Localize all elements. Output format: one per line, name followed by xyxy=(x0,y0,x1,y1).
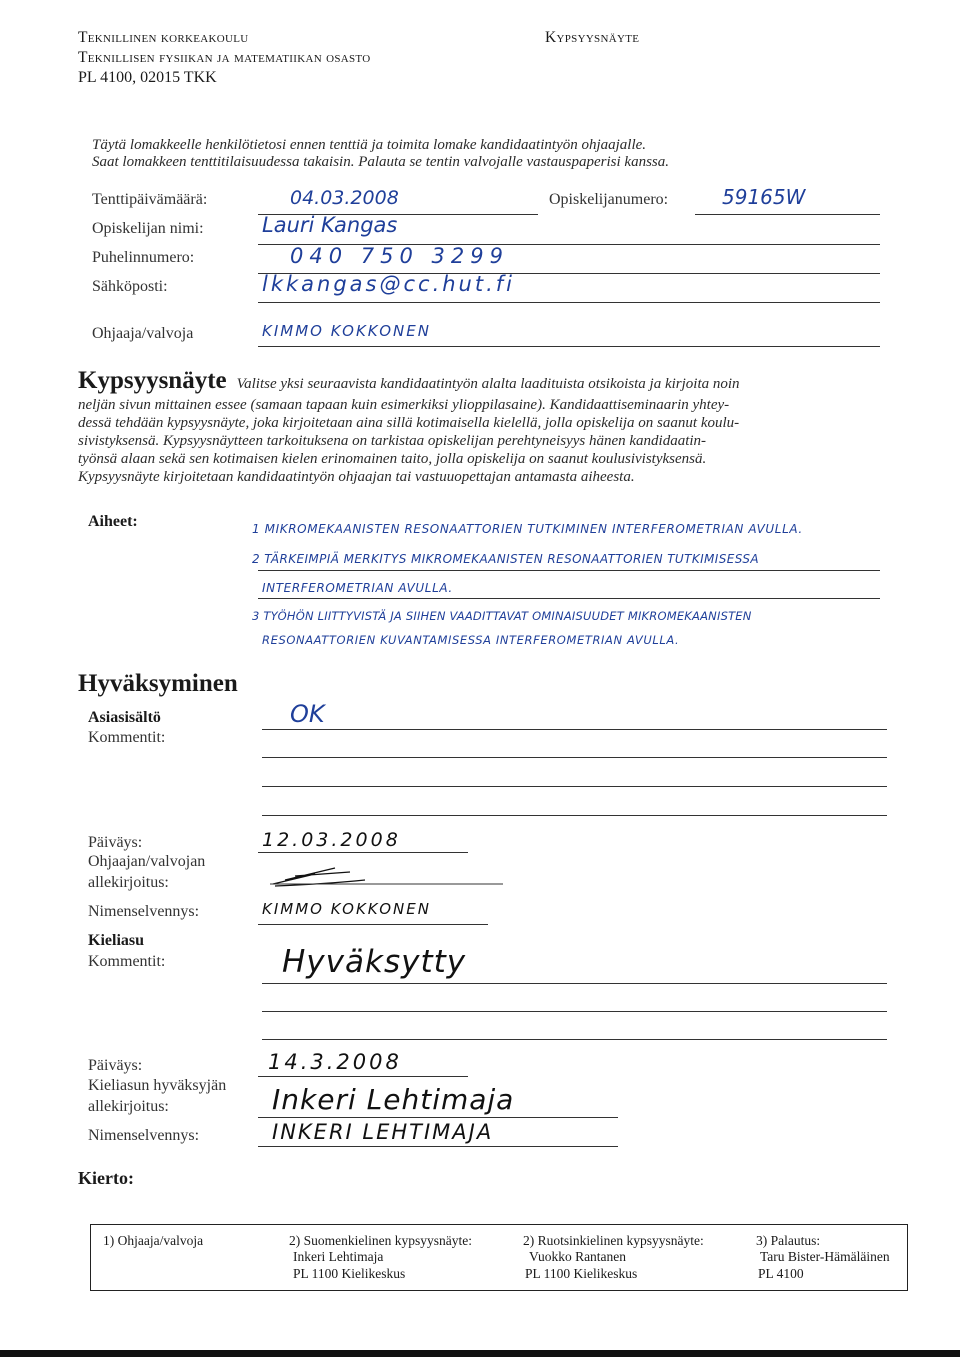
kierto-label: Kierto: xyxy=(78,1168,134,1188)
supervisor-value[interactable]: KIMMO KOKKONEN xyxy=(262,322,431,340)
ohjaaja-signature[interactable] xyxy=(255,862,505,892)
paivays-value[interactable]: 12.03.2008 xyxy=(262,829,401,851)
kieliasu-value[interactable]: Hyväksytty xyxy=(282,944,467,980)
hyvaksyminen-heading: Hyväksyminen xyxy=(78,670,238,697)
ohjaaja-sign-label-1: Ohjaajan/valvojan xyxy=(88,853,206,870)
exam-date-label: Tenttipäivämäärä: xyxy=(92,191,208,208)
nimenselvennys2-value[interactable]: INKERI LEHTIMAJA xyxy=(272,1120,494,1144)
description-line-1: Valitse yksi seuraavista kandidaatintyön alalta laadituista otsikoista ja kirjoita noin xyxy=(236,376,740,392)
kierto-col-1: 1) Ohjaaja/valvoja xyxy=(103,1233,204,1248)
kierto-col-4-title: 3) Palautus: xyxy=(756,1233,821,1248)
paivays-label: Päiväys: xyxy=(88,834,143,851)
kommentit-label: Kommentit: xyxy=(88,729,166,746)
kieliasu-label: Kieliasu xyxy=(88,932,145,949)
nimenselvennys-line xyxy=(258,924,488,925)
intro-line-2: Saat lomakkeen tenttitilaisuudessa takaisin. Palauta se tentin valvojalle vastauspaperisi kanssa. xyxy=(92,154,670,170)
department-name: Teknillisen fysiikan ja matematiikan osasto xyxy=(78,49,371,66)
kypsyysnayte-heading: Kypsyysnäyte xyxy=(78,367,227,394)
student-number-line xyxy=(695,214,880,215)
asiasisalto-value[interactable]: OK xyxy=(290,700,325,728)
comment-line-2 xyxy=(262,757,887,758)
kierto-col-4-address: PL 4100 xyxy=(758,1266,804,1281)
description-line-5: työnsä alaan sekä sen kotimaisen kielen erinomainen taito, jolla opiskelija on saanut koulusivistyksensä. xyxy=(78,451,707,467)
description-line-4: sivistyksensä. Kypsyysnäytteen tarkoituksena on tarkistaa opiskelijan perehtyneisyys hänen kandidaatin- xyxy=(78,433,707,449)
topic-line-2 xyxy=(258,598,880,599)
nimenselvennys-label: Nimenselvennys: xyxy=(88,903,200,920)
kypsyysnayte-section xyxy=(78,367,878,395)
email-line xyxy=(258,302,880,303)
kierto-col-2-address: PL 1100 Kielikeskus xyxy=(293,1266,406,1281)
student-number-label: Opiskelijanumero: xyxy=(549,191,669,208)
nimenselvennys2-label: Nimenselvennys: xyxy=(88,1127,200,1144)
topic-line-1 xyxy=(258,570,880,571)
email-value[interactable]: lkkangas@cc.hut.fi xyxy=(262,272,515,296)
school-name: Teknillinen korkeakoulu xyxy=(78,29,249,46)
kierto-col-3-name: Vuokko Rantanen xyxy=(529,1249,627,1264)
kieliasu-sign-line xyxy=(258,1117,618,1118)
kierto-col-3-address: PL 1100 Kielikeskus xyxy=(525,1266,638,1281)
kierto-col-4-name: Taru Bister-Hämäläinen xyxy=(760,1249,890,1264)
kierto-col-3-title: 2) Ruotsinkielinen kypsyysnäyte: xyxy=(523,1233,704,1248)
kieliasu-line-1 xyxy=(262,983,887,984)
comment-line-4 xyxy=(262,815,887,816)
name-value[interactable]: Lauri Kangas xyxy=(262,213,398,237)
form-title: Kypsyysnäyte xyxy=(545,29,640,46)
nimenselvennys-value[interactable]: KIMMO KOKKONEN xyxy=(262,900,431,918)
nimenselvennys2-line xyxy=(258,1146,618,1147)
name-label: Opiskelijan nimi: xyxy=(92,220,204,237)
asiasisalto-label: Asiasisältö xyxy=(88,709,161,726)
address: PL 4100, 02015 TKK xyxy=(78,69,217,86)
student-number-value[interactable]: 59165W xyxy=(722,185,806,209)
phone-value[interactable]: 040 750 3299 xyxy=(290,244,509,268)
exam-date-value[interactable]: 04.03.2008 xyxy=(290,187,399,209)
supervisor-line xyxy=(258,346,880,347)
paivays2-line xyxy=(258,1076,468,1077)
supervisor-label: Ohjaaja/valvoja xyxy=(92,325,194,342)
comment-line-3 xyxy=(262,786,887,787)
ohjaaja-sign-label-2: allekirjoitus: xyxy=(88,874,169,891)
kieliasu-line-3 xyxy=(262,1039,887,1040)
description-line-6: Kypsyysnäyte kirjoitetaan kandidaatintyön ohjaajan tai vastuuopettajan antamasta aiheesta. xyxy=(78,469,635,485)
phone-label: Puhelinnumero: xyxy=(92,249,195,266)
intro-line-1: Täytä lomakkeelle henkilötietosi ennen tenttiä ja toimita lomake kandidaatintyön ohjaajalle. xyxy=(92,137,647,153)
description-line-3: dessä tehdään kypsyysnäyte, joka kirjoitetaan aina sillä kotimaisella kielellä, jolla opiskelija on saanut koulu- xyxy=(78,415,740,431)
scan-edge-bottom xyxy=(0,1350,960,1357)
kierto-col-2-name: Inkeri Lehtimaja xyxy=(293,1249,384,1264)
paivays-line xyxy=(258,852,468,853)
aiheet-label: Aiheet: xyxy=(88,513,138,530)
topic-2-line-2[interactable]: INTERFEROMETRIAN AVULLA. xyxy=(262,581,453,595)
topic-3-line-2[interactable]: RESONAATTORIEN KUVANTAMISESSA INTERFEROMETRIAN AVULLA. xyxy=(262,633,680,647)
kieliasu-line-2 xyxy=(262,1011,887,1012)
comment-line-1 xyxy=(262,729,887,730)
topic-3-line-1[interactable]: 3 TYÖHÖN LIITTYVISTÄ JA SIIHEN VAADITTAVAT OMINAISUUDET MIKROMEKAANISTEN xyxy=(252,609,752,623)
topic-2-line-1[interactable]: 2 TÄRKEIMPIÄ MERKITYS MIKROMEKAANISTEN RESONAATTORIEN TUTKIMISESSA xyxy=(252,552,759,566)
kieliasu-kommentit-label: Kommentit: xyxy=(88,953,166,970)
kierto-col-2-title: 2) Suomenkielinen kypsyysnäyte: xyxy=(289,1233,472,1248)
paivays2-label: Päiväys: xyxy=(88,1057,143,1074)
kieliasu-signature[interactable]: Inkeri Lehtimaja xyxy=(272,1083,515,1116)
topic-1[interactable]: 1 MIKROMEKAANISTEN RESONAATTORIEN TUTKIMINEN INTERFEROMETRIAN AVULLA. xyxy=(252,522,803,536)
description-line-2: neljän sivun mittainen essee (samaan tapaan kuin esimerkiksi ylioppilasaine). Kandidaattiseminaarin yhtey- xyxy=(78,397,730,413)
email-label: Sähköposti: xyxy=(92,278,168,295)
paivays2-value[interactable]: 14.3.2008 xyxy=(268,1050,402,1074)
kieliasu-sign-label-1: Kieliasun hyväksyjän xyxy=(88,1077,227,1094)
kierto-table xyxy=(90,1224,908,1291)
kieliasu-sign-label-2: allekirjoitus: xyxy=(88,1098,169,1115)
